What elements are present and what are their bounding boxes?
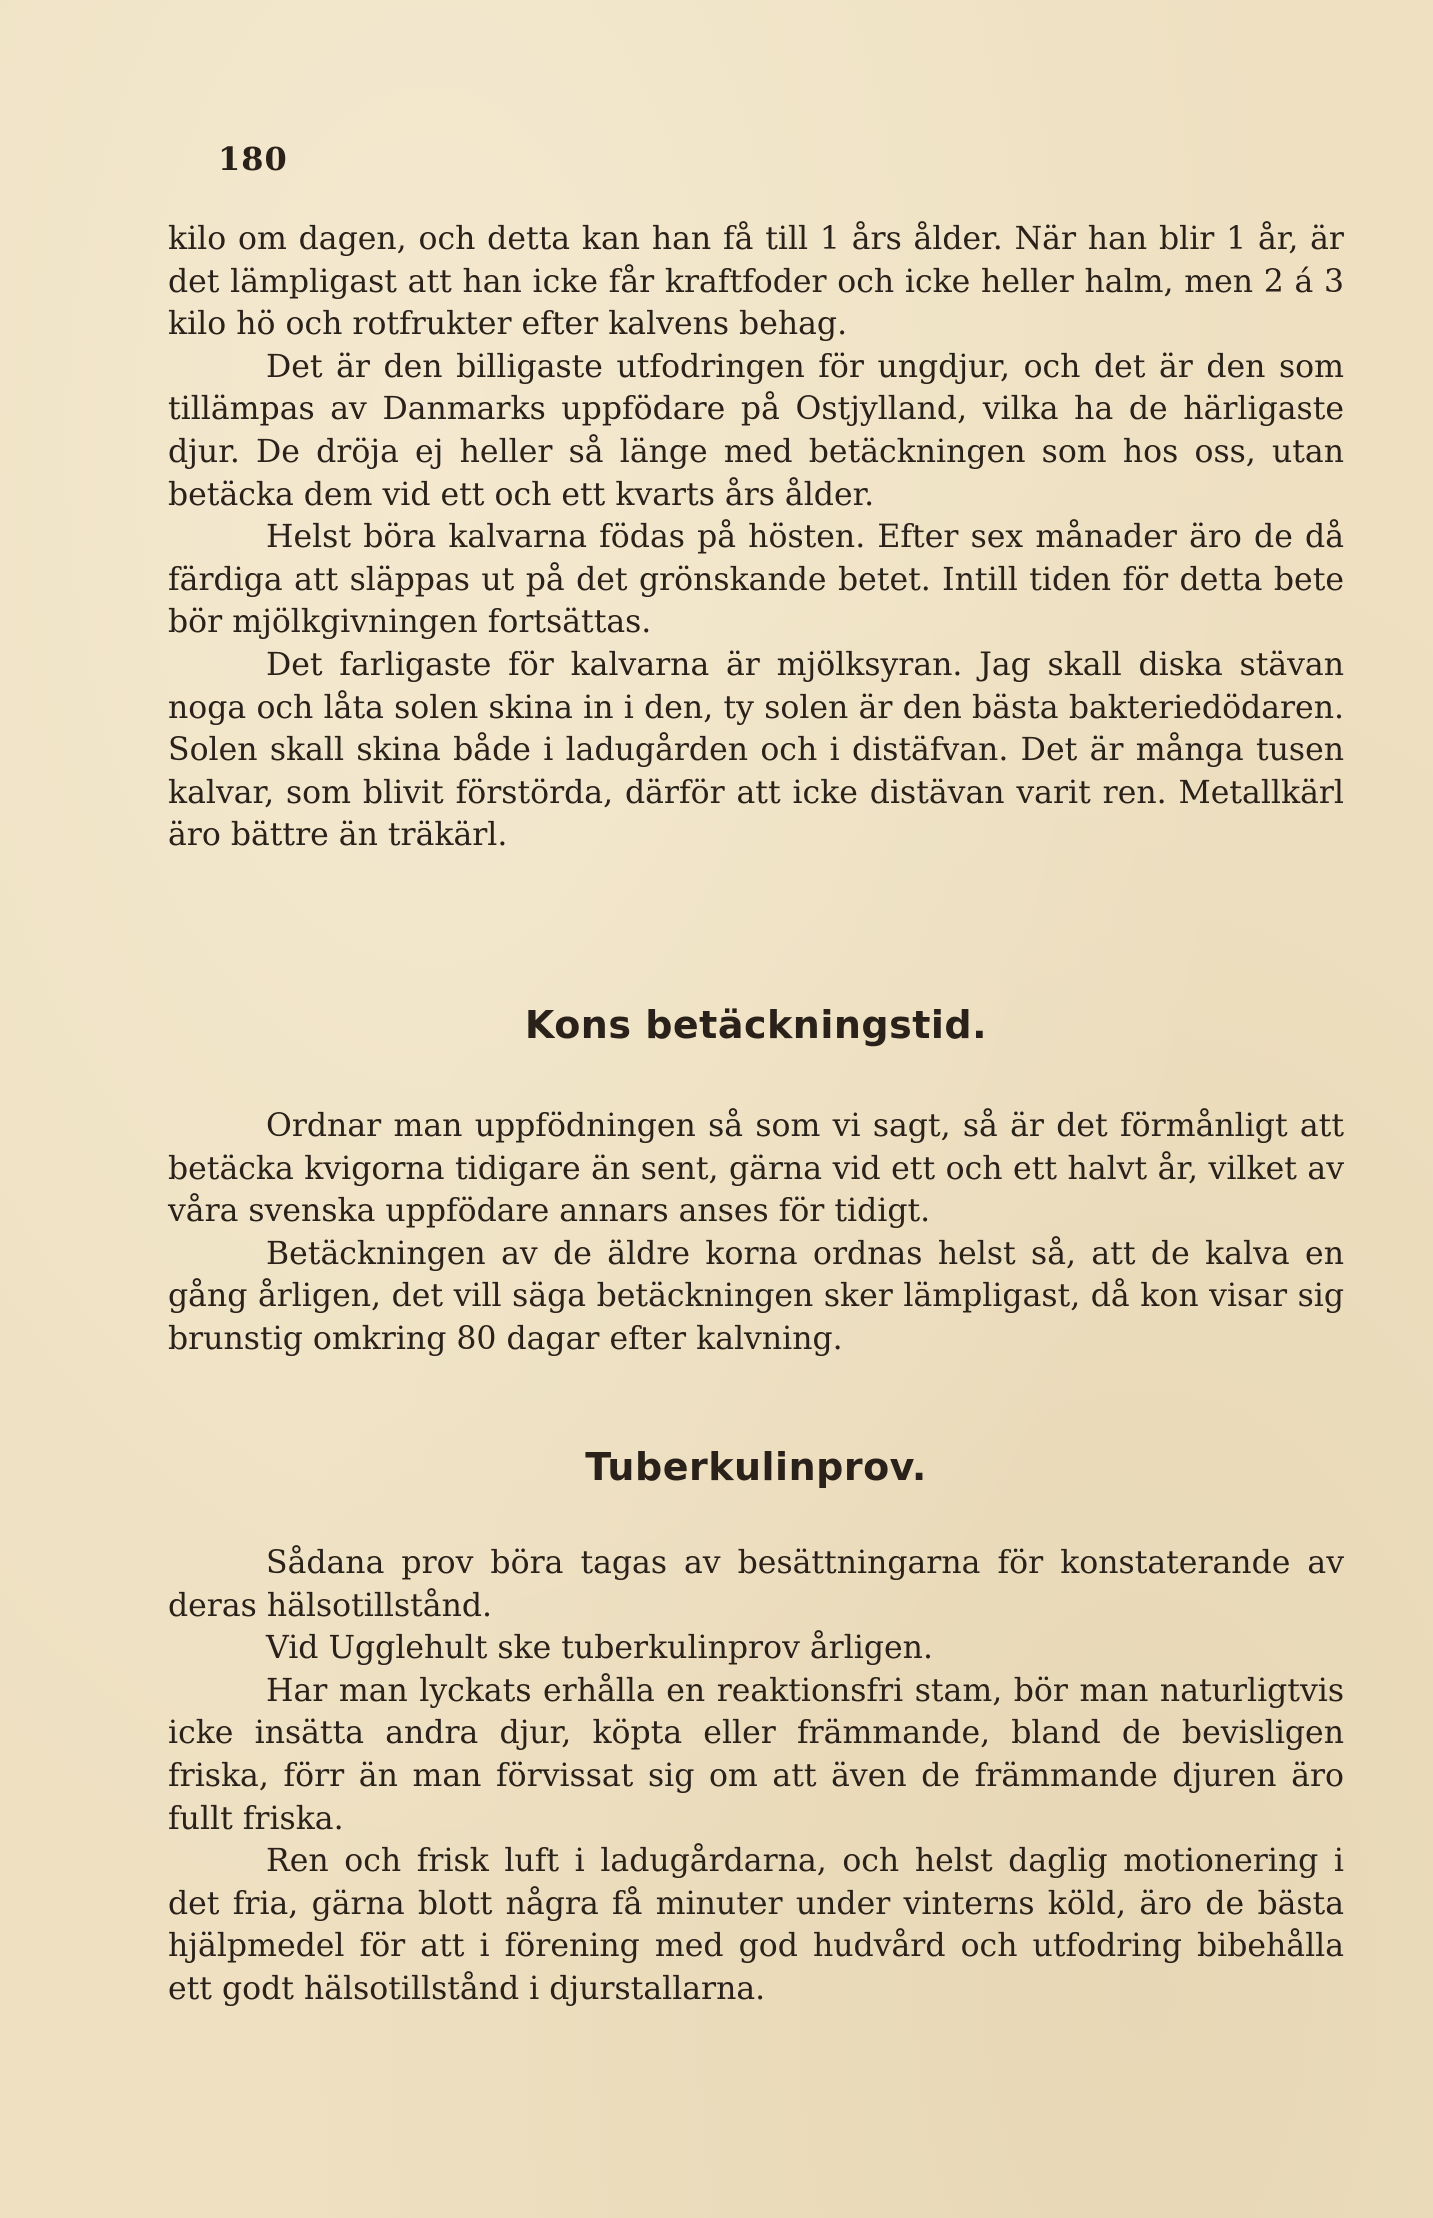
tuberculin-section xyxy=(168,1542,1344,2011)
section-heading: Tuberkulinprov. xyxy=(585,1445,927,1489)
paragraph: Det är den billigaste utfodringen för ungdjur, och det är den som tillämpas av Danmarks uppfödare på Ostjylland, vilka ha de härligaste djur. De dröja ej heller så länge med betäckningen som hos oss, utan betäcka dem vid ett och ett kvarts års ålder. xyxy=(168,348,1344,513)
paragraph: Ordnar man uppfödningen så som vi sagt, så är det förmånligt att betäcka kvigorna tidigare än sent, gärna vid ett och ett halvt år, vilket av våra svenska uppfödare annars anses för tidigt. xyxy=(168,1108,1344,1230)
paragraph: Det farligaste för kalvarna är mjölksyran. Jag skall diska stävan noga och låta solen skina in i den, ty solen är den bästa bakteriedödaren. Solen skall skina både i ladugården och i distäfvan. Det är många tusen kalvar, som blivit förstörda, därför att icke distävan varit ren. Metallkärl äro bättre än träkärl. xyxy=(168,646,1344,854)
paragraph: Ren och frisk luft i ladugårdarna, och helst daglig motionering i det fria, gärna blott några få minuter under vinterns köld, äro de bästa hjälpmedel för att i förening med god hudvård och utfodring bibehålla ett godt hälsotillstånd i djurstallarna. xyxy=(168,1843,1344,2007)
cow-breeding-section xyxy=(168,1105,1344,1361)
paragraph: Vid Ugglehult ske tuberkulinprov årligen. xyxy=(266,1630,933,1667)
intro-section xyxy=(168,218,1344,857)
paragraph: Betäckningen av de äldre korna ordnas helst så, att de kalva en gång årligen, det vill säga betäckningen sker lämpligast, då kon visar sig brunstig omkring 80 dagar efter kalvning. xyxy=(168,1235,1344,1357)
paragraph: Har man lyckats erhålla en reaktionsfri stam, bör man naturligtvis icke insätta andra djur, köpta eller främmande, bland de bevisligen friska, förr än man förvissat sig om att även de främmande djuren äro fullt friska. xyxy=(168,1672,1344,1837)
section-heading: Kons betäckningstid. xyxy=(524,1003,988,1047)
paragraph: Sådana prov böra tagas av besättningarna för konstaterande av deras hälsotillstånd. xyxy=(168,1545,1344,1624)
paragraph: Helst böra kalvarna födas på hösten. Efter sex månader äro de då färdiga att släppas ut på det grönskande betet. Intill tiden för detta bete bör mjölkgivningen fortsättas. xyxy=(168,519,1344,641)
paragraph: kilo om dagen, och detta kan han få till 1 års ålder. När han blir 1 år, är det lämpligast att han icke får kraftfoder och icke heller halm, men 2 á 3 kilo hö och rotfrukter efter kalvens behag. xyxy=(168,221,1344,343)
page-number: 180 xyxy=(218,140,288,178)
